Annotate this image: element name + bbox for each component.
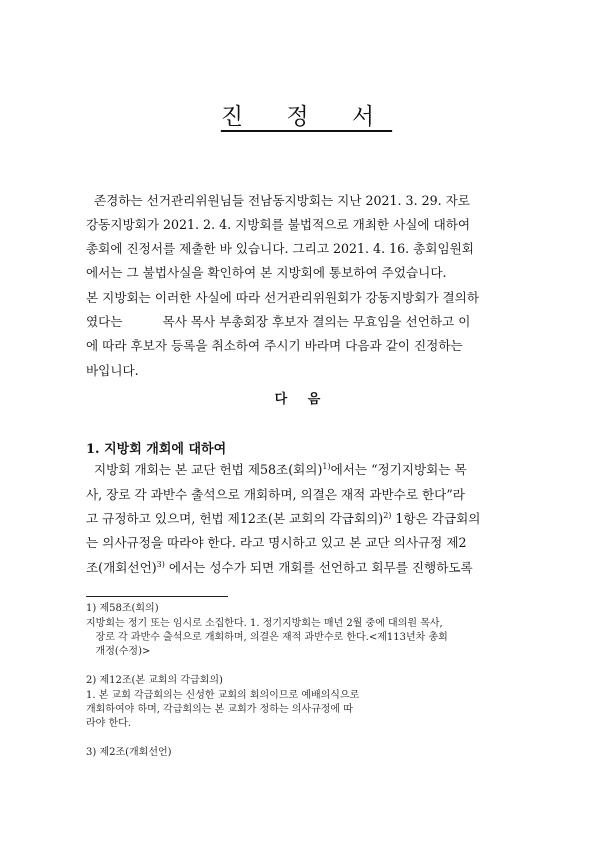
footnote-1-text: 장로 각 과반수 출석으로 개회하며, 의결은 재적 과반수로 한다.<제113년차 총회 bbox=[86, 632, 448, 643]
intro-line: 에 따라 후보자 등록을 취소하여 주시기 바라며 다음과 같이 진정하는 bbox=[86, 338, 463, 353]
body-line: 지방회 개회는 본 교단 헌법 제58조(회의)$^{1)}$에서는 “정기지방회는 목 bbox=[86, 461, 467, 477]
intro-line: 본 지방회는 이러한 사실에 따라 선거관리위원회가 강동지방회가 결의하 bbox=[86, 290, 479, 305]
body-line: 사, 장로 각 과반수 출석으로 개회하며, 의결은 재적 과반수로 한다”라 bbox=[86, 487, 465, 502]
footnote-ref[interactable]: 3) bbox=[156, 559, 165, 569]
footnote-divider bbox=[86, 596, 228, 597]
footnote-2-text: 1. 본 교회 각급회의는 신성한 교회의 회의이므로 예배의식으로 bbox=[86, 690, 360, 701]
footnote-2-text: 개회하여야 하며, 각급회의는 본 교회가 정하는 의사규정에 따 bbox=[86, 704, 353, 715]
footnote-2-text: 라야 한다. bbox=[86, 718, 131, 729]
footnote-ref[interactable]: 1) bbox=[322, 461, 331, 471]
footnote-1-title: 1) 제58조(회의) bbox=[86, 603, 159, 614]
footnote-ref[interactable]: 2) bbox=[383, 510, 392, 520]
footnote-2-title: 2) 제12조(본 교회의 각급회의) bbox=[86, 675, 223, 686]
intro-line: 바입니다. bbox=[86, 363, 139, 378]
intro-line: 에서는 그 불법사실을 확인하여 본 지방회에 통보하여 주었습니다. bbox=[86, 265, 447, 280]
intro-line: 강동지방회가 2021. 2. 4. 지방회를 불법적으로 개최한 사실에 대하여 bbox=[86, 217, 471, 232]
section-1-title: 1. 지방회 개회에 대하여 bbox=[86, 442, 227, 457]
footnote-1-text: 개정(수정)> bbox=[86, 646, 151, 657]
document-title: 진 정 서 bbox=[220, 104, 393, 130]
intro-line: 존경하는 선거관리위원님들 전남동지방회는 지난 2021. 3. 29. 자로 bbox=[86, 193, 470, 208]
intro-line: 총회에 진정서를 제출한 바 있습니다. 그리고 2021. 4. 16. 총회임원회 bbox=[86, 241, 474, 256]
footnote-1-text: 지방회는 정기 또는 임시로 소집한다. 1. 정기지방회는 매년 2월 중에 대의원 목사, bbox=[86, 618, 443, 629]
intro-line: 였다는 목사 목사 부총회장 후보자 결의는 무효임을 선언하고 이 bbox=[86, 314, 471, 329]
body-line: 고 규정하고 있으며, 헌법 제12조(본 교회의 각급회의)$^{2)}$ 1항은 각급회의 bbox=[86, 510, 481, 526]
section-heading: 다 음 bbox=[274, 392, 329, 407]
body-line: 조(개회선언)$^{3)}$ 에서는 성수가 되면 개회를 선언하고 회무를 진행하도록 bbox=[86, 559, 473, 575]
body-line: 는 의사규정을 따라야 한다. 라고 명시하고 있고 본 교단 의사규정 제2 bbox=[86, 535, 467, 550]
footnote-3-title: 3) 제2조(개회선언) bbox=[86, 747, 172, 758]
